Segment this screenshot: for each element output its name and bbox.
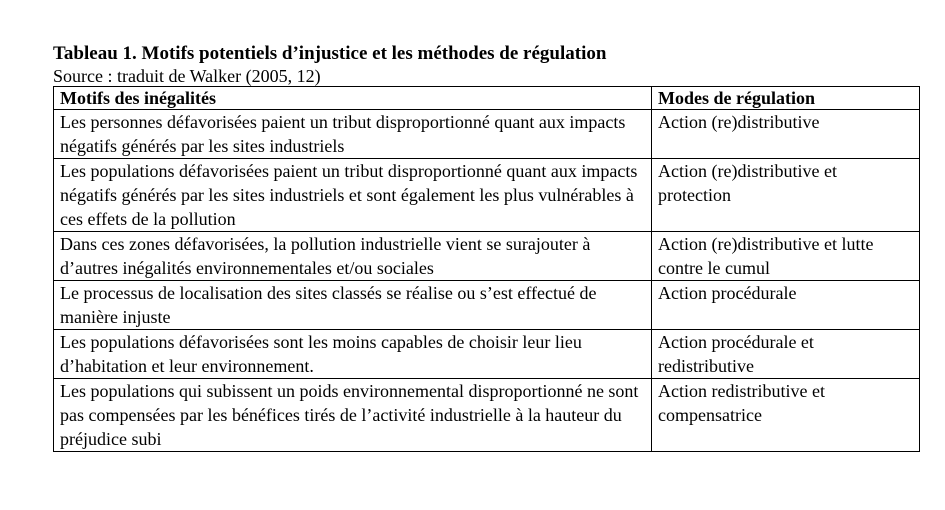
header-motifs: Motifs des inégalités (54, 87, 652, 110)
cell-mode: Action procédurale (652, 281, 920, 330)
table-title: Tableau 1. Motifs potentiels d’injustice et les méthodes de régulation (53, 43, 607, 64)
table-row (54, 232, 920, 281)
cell-mode: Action (re)distributive et lutte contre le cumul (652, 232, 920, 281)
table-row (54, 159, 920, 232)
cell-motif: Les personnes défavorisées paient un tribut disproportionné quant aux impacts négatifs générés par les sites industriels (54, 110, 652, 159)
table-row (54, 379, 920, 452)
header-modes: Modes de régulation (652, 87, 920, 110)
cell-motif: Dans ces zones défavorisées, la pollution industrielle vient se surajouter à d’autres inégalités environnementales et/ou sociales (54, 232, 652, 281)
cell-mode: Action (re)distributive (652, 110, 920, 159)
table-header-row (54, 87, 920, 110)
regulation-table (53, 86, 920, 452)
cell-motif: Les populations qui subissent un poids environnemental disproportionné ne sont pas compensées par les bénéfices tirés de l’activité industrielle à la hauteur du préjudice subi (54, 379, 652, 452)
cell-mode: Action redistributive et compensatrice (652, 379, 920, 452)
table-source: Source : traduit de Walker (2005, 12) (53, 66, 321, 86)
cell-motif: Les populations défavorisées paient un tribut disproportionné quant aux impacts négatifs générés par les sites industriels et sont également les plus vulnérables à ces effets de la pollution (54, 159, 652, 232)
table-row (54, 110, 920, 159)
cell-mode: Action procédurale et redistributive (652, 330, 920, 379)
cell-mode: Action (re)distributive et protection (652, 159, 920, 232)
document (53, 42, 919, 452)
table-row (54, 281, 920, 330)
cell-motif: Les populations défavorisées sont les moins capables de choisir leur lieu d’habitation et leur environnement. (54, 330, 652, 379)
cell-motif: Le processus de localisation des sites classés se réalise ou s’est effectué de manière injuste (54, 281, 652, 330)
table-row (54, 330, 920, 379)
